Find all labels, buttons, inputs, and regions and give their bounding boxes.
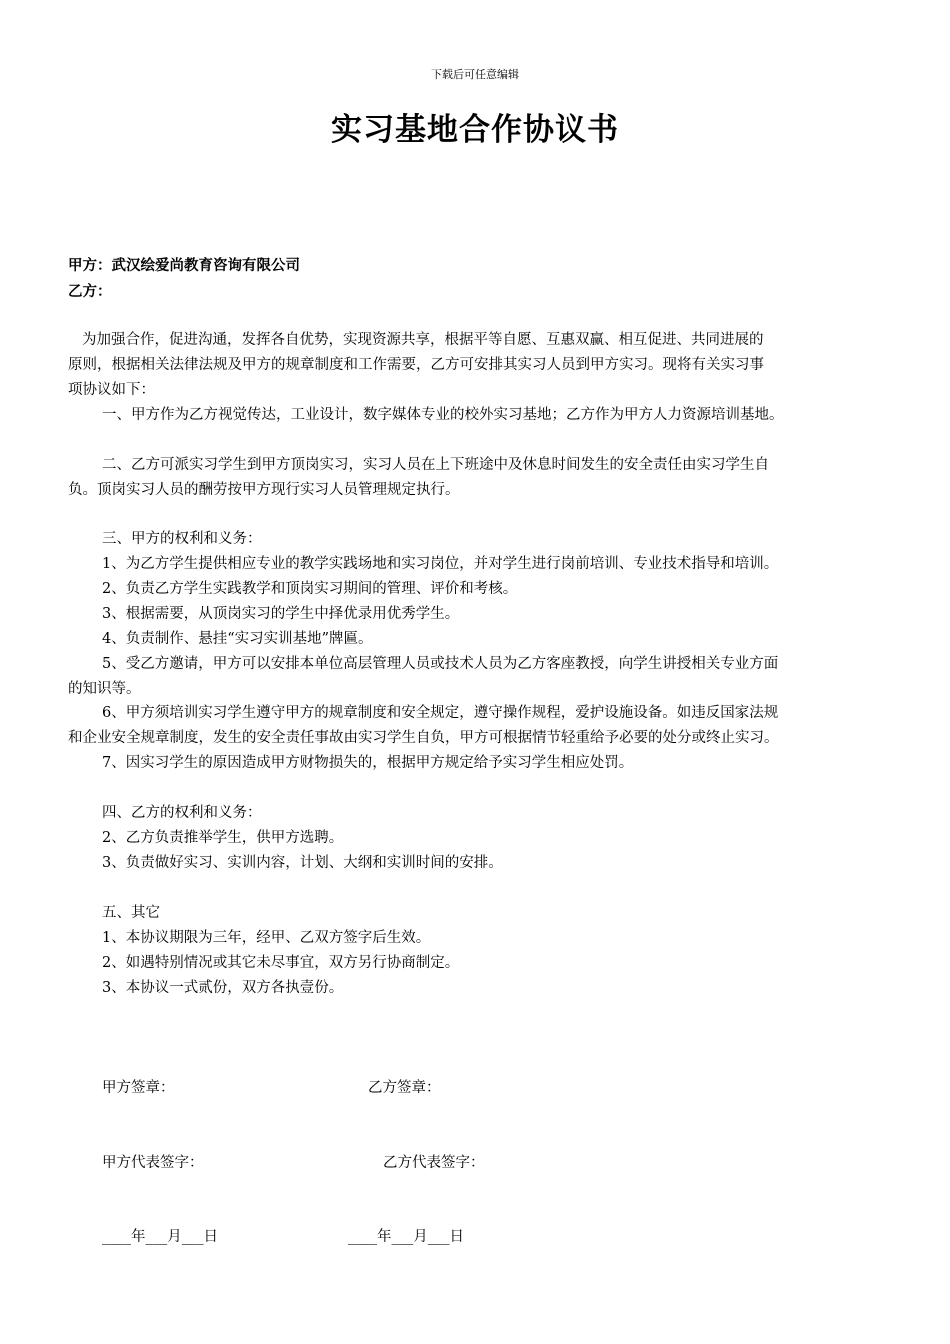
party-b-seal-label: 乙方签章： xyxy=(368,1080,441,1096)
clause-3-item-5-line-2: 的知识等。 xyxy=(68,681,141,697)
clause-2-line-1: 二、乙方可派实习学生到甲方顶岗实习，实习人员在上下班途中及休息时间发生的安全责任由实习学生自 xyxy=(102,457,769,473)
clause-3-item-5-line-1: 5、受乙方邀请，甲方可以安排本单位高层管理人员或技术人员为乙方客座教授，向学生讲授相关专业方面 xyxy=(102,656,779,672)
clause-3-item-1: 1、为乙方学生提供相应专业的教学实践场地和实习岗位，并对学生进行岗前培训、专业技术指导和培训。 xyxy=(102,556,779,572)
clause-5-item-1: 1、本协议期限为三年，经甲、乙双方签字后生效。 xyxy=(102,930,431,946)
intro-line-2: 原则，根据相关法律法规及甲方的规章制度和工作需要，乙方可安排其实习人员到甲方实习。现将有关实习事 xyxy=(68,357,764,373)
party-b-date-line: ____年___月___日 xyxy=(348,1229,464,1245)
clause-3-item-3: 3、根据需要，从顶岗实习的学生中择优录用优秀学生。 xyxy=(102,606,460,622)
party-a-line: 甲方：武汉绘爱尚教育咨询有限公司 xyxy=(68,257,300,274)
clause-3-item-6-line-2: 和企业安全规章制度，发生的安全责任事故由实习学生自负，甲方可根据情节轻重给予必要的处分或终止实习。 xyxy=(68,730,779,746)
clause-4-item-2: 2、乙方负责推举学生，供甲方选聘。 xyxy=(102,830,344,846)
clause-5-item-2: 2、如遇特别情况或其它未尽事宜，双方另行协商制定。 xyxy=(102,955,460,971)
party-b-line: 乙方： xyxy=(68,283,112,300)
clause-3-heading: 三、甲方的权利和义务： xyxy=(102,531,262,547)
clause-5-heading: 五、其它 xyxy=(102,905,160,921)
party-a-date-line: ____年___月___日 xyxy=(102,1229,218,1245)
intro-line-3: 项协议如下： xyxy=(68,382,155,398)
party-a-seal-label: 甲方签章： xyxy=(102,1080,175,1096)
clause-4-item-3: 3、负责做好实习、实训内容，计划、大纲和实训时间的安排。 xyxy=(102,855,503,871)
intro-line-1: 为加强合作，促进沟通，发挥各自优势，实现资源共享，根据平等自愿、互惠双赢、相互促进、共同进展的 xyxy=(82,332,764,348)
clause-3-item-6-line-1: 6、甲方须培训实习学生遵守甲方的规章制度和安全规定，遵守操作规程，爱护设施设备。如违反国家法规 xyxy=(102,705,779,721)
clause-5-item-3: 3、本协议一式贰份，双方各执壹份。 xyxy=(102,980,344,996)
clause-3-item-2: 2、负责乙方学生实践教学和顶岗实习期间的管理、评价和考核。 xyxy=(102,581,518,597)
clause-1: 一、甲方作为乙方视觉传达，工业设计，数字媒体专业的校外实习基地；乙方作为甲方人力资源培训基地。 xyxy=(102,407,784,423)
clause-3-item-4: 4、负责制作、悬挂“实习实训基地”牌匾。 xyxy=(102,631,373,647)
document-title: 实习基地合作协议书 xyxy=(331,112,619,148)
party-a-rep-signature-label: 甲方代表签字： xyxy=(102,1155,204,1171)
party-b-rep-signature-label: 乙方代表签字： xyxy=(383,1155,485,1171)
clause-3-item-7: 7、因实习学生的原因造成甲方财物损失的，根据甲方规定给予实习学生相应处罚。 xyxy=(102,755,634,771)
clause-2-line-2: 负。顶岗实习人员的酬劳按甲方现行实习人员管理规定执行。 xyxy=(68,482,460,498)
header-note: 下载后可任意编辑 xyxy=(431,68,519,81)
clause-4-heading: 四、乙方的权利和义务： xyxy=(102,805,262,821)
